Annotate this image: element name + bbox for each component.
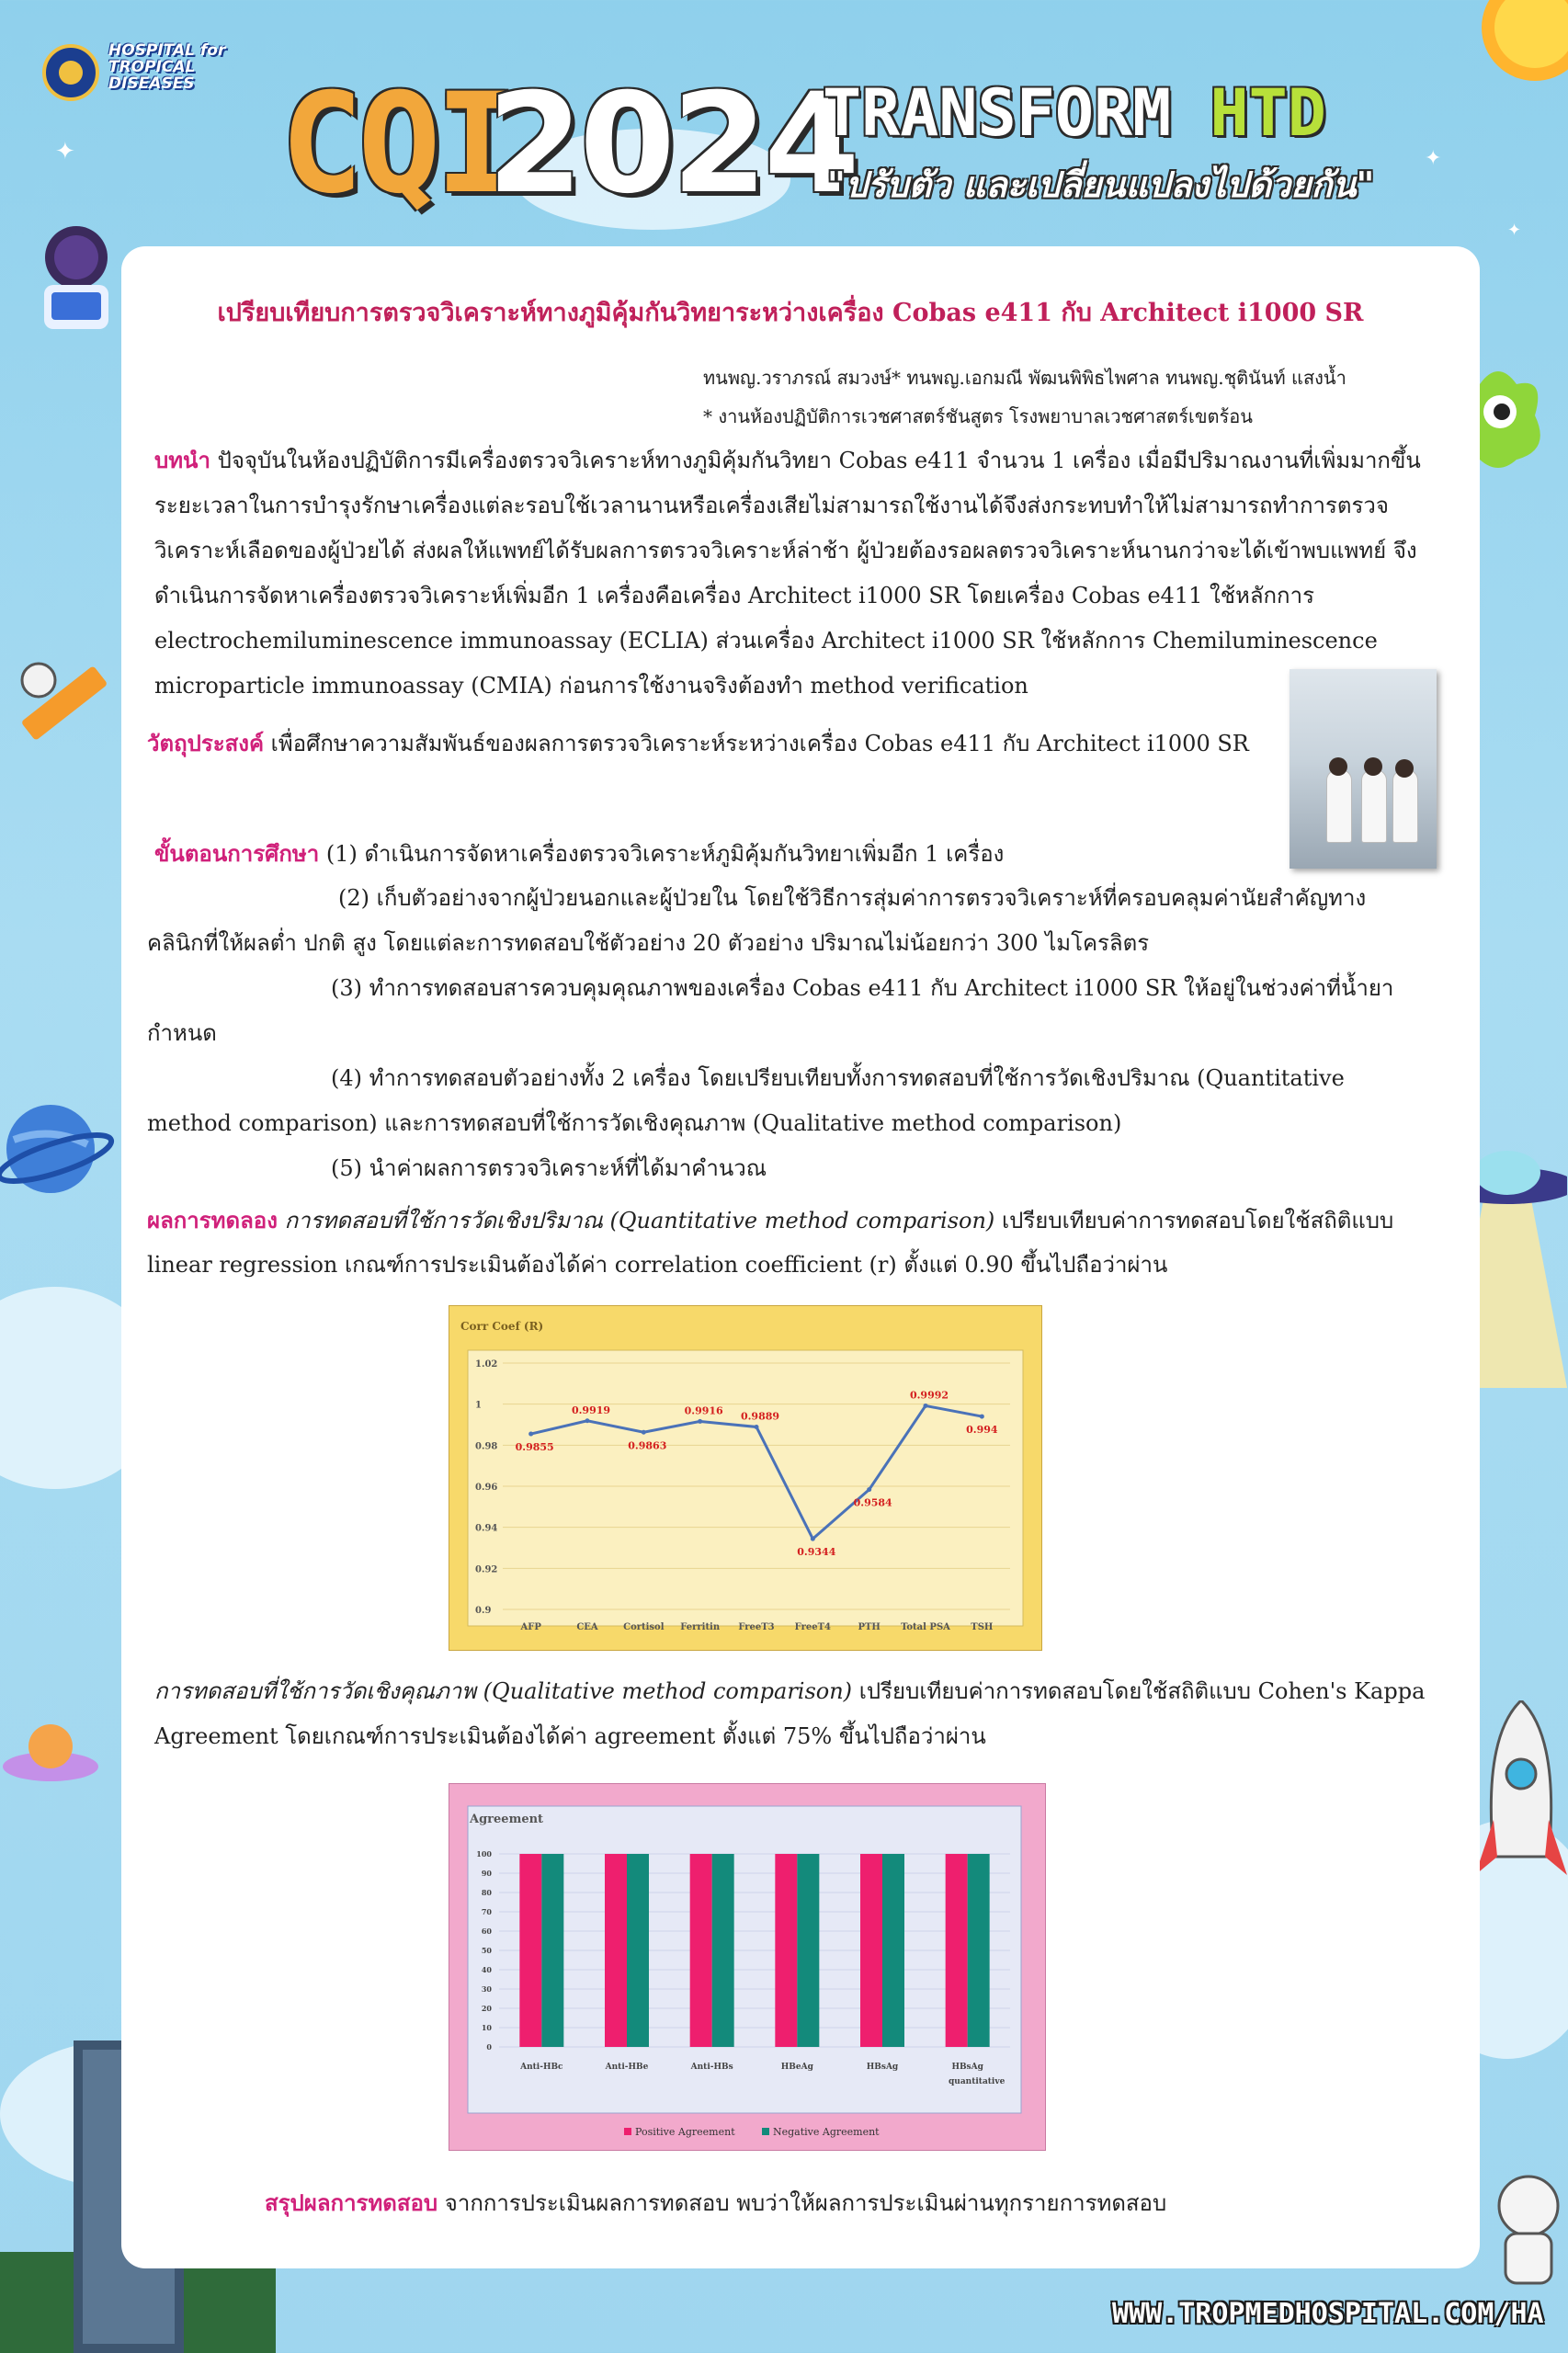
planet-icon: [0, 1085, 119, 1213]
hospital-logo-text: HOSPITAL for TROPICAL DISEASES: [108, 41, 226, 93]
rocket-pencil-icon: [0, 643, 119, 763]
y-tick-label: 30: [481, 1984, 492, 1994]
title-slogan: "ปรับตัว และเปลี่ยนแปลงไปด้วยกัน": [827, 165, 1375, 205]
bar-positive: [775, 1854, 797, 2047]
x-tick-label: HBsAg: [866, 2063, 899, 2072]
affiliation: * งานห้องปฏิบัติการเวชศาสตร์ชันสูตร โรงพยาบาลเวชศาสตร์เขตร้อน: [703, 405, 1253, 427]
data-label: 0.9855: [515, 1441, 554, 1454]
legend-swatch: [762, 2128, 769, 2135]
title-transform-word: TRANSFORM: [823, 75, 1172, 151]
star-icon: ✦: [55, 138, 75, 165]
title-year: 2024: [487, 64, 857, 224]
correlation-chart-svg: [449, 1306, 1041, 1650]
objective-label: วัตถุประสงค์: [147, 730, 265, 756]
sun-icon: [1434, 0, 1568, 129]
rocket-icon: [1475, 1700, 1567, 1912]
x-tick-label: Cortisol: [623, 1622, 665, 1632]
introduction: [154, 438, 1426, 709]
data-label: 0.9992: [909, 1389, 949, 1402]
objective: [147, 721, 1287, 767]
methods-step-4b: method comparison) และการทดสอบที่ใช้การวัดเชิงคุณภาพ (Qualitative method comparison): [147, 1110, 1122, 1136]
bar-positive: [519, 1854, 541, 2047]
introduction-label: บทนำ: [154, 447, 210, 473]
x-tick-label: AFP: [520, 1622, 541, 1632]
data-point: [585, 1418, 590, 1423]
methods-step-1-text: (1) ดำเนินการจัดหาเครื่องตรวจวิเคราะห์ภูมิคุ้มกันวิทยาเพิ่มอีก 1 เครื่อง: [325, 841, 1005, 867]
x-tick-label: TSH: [971, 1622, 994, 1632]
conclusion: [265, 2180, 1368, 2226]
x-tick-label: FreeT3: [738, 1622, 775, 1632]
y-tick-label: 80: [481, 1888, 492, 1897]
x-tick-label: Anti-HBe: [605, 2063, 649, 2072]
methods-step-1: [154, 831, 1426, 877]
data-label: 0.994: [966, 1424, 998, 1437]
data-label: 0.9919: [571, 1404, 611, 1416]
results-quantitative: [147, 1198, 1434, 1244]
results-quantitative-label: การทดสอบที่ใช้การวัดเชิงปริมาณ (Quantitative method comparison): [284, 1208, 995, 1233]
data-point: [642, 1430, 646, 1435]
results-quantitative-text-1: เปรียบเทียบค่าการทดสอบโดยใช้สถิติแบบ: [1001, 1208, 1394, 1233]
bar-negative: [797, 1854, 819, 2047]
y-tick-label: 70: [481, 1907, 492, 1916]
objective-text: เพื่อศึกษาความสัมพันธ์ของผลการตรวจวิเคราะห์ระหว่างเครื่อง Cobas e411 กับ Architect i1000 SR: [270, 731, 1249, 756]
results-qualitative-text-1: เปรียบเทียบค่าการทดสอบโดยใช้สถิติแบบ Cohen's Kappa: [858, 1678, 1426, 1704]
y-tick-label: 40: [481, 1965, 492, 1974]
bar-negative: [627, 1854, 649, 2047]
poster-title: เปรียบเทียบการตรวจวิเคราะห์ทางภูมิคุ้มกันวิทยาระหว่างเครื่อง Cobas e411 กับ Architect i1000 SR: [217, 299, 1364, 327]
bar-positive: [860, 1854, 882, 2047]
introduction-text: ปัจจุบันในห้องปฏิบัติการมีเครื่องตรวจวิเคราะห์ทางภูมิคุ้มกันวิทยา Cobas e411 จำนวน 1 เครื่อง เมื่อมีปริมาณงานที่เพิ่มมากขึ้น ระยะเวลาในการบำรุงรักษาเครื่องแต่ละรอบใช้เวลานานหรือเครื่องเสียไม่สามารถใช้งานได้จึงส่งกระทบทำให้ไม่สามารถทำการตรวจวิเคราะห์เลือดของผู้ป่วยได้ ส่งผลให้แพทย์ได้รับผลการตรวจวิเคราะห์ล่าช้า ผู้ป่วยต้องรอผลตรวจวิเคราะห์นานกว่าจะได้เข้าพบแพทย์ จึงดำเนินการจัดหาเครื่องตรวจวิเคราะห์เพิ่มอีก 1 เครื่องคือเครื่อง Architect i1000 SR โดยเครื่อง Cobas e411 ใช้หลักการ electrochemiluminescence immunoassay (ECLIA) ส่วนเครื่อง Architect i1000 SR ใช้หลักการ Chemiluminescence microparticle immunoassay (CMIA) ก่อนการใช้งานจริงต้องทำ method verification: [154, 448, 1421, 699]
y-tick-label: 0.98: [475, 1441, 498, 1452]
hospital-seal-icon: [42, 44, 99, 101]
y-tick-label: 0.92: [475, 1564, 498, 1575]
star-icon: ✦: [1507, 221, 1522, 240]
x-tick-label: CEA: [576, 1622, 598, 1632]
x-tick-label-line-2: quantitative: [949, 2077, 1006, 2086]
methods-step-4a: (4) ทำการทดสอบตัวอย่างทั้ง 2 เครื่อง โดยเปรียบเทียบทั้งการทดสอบที่ใช้การวัดเชิงปริมาณ (Quantitative: [331, 1065, 1345, 1091]
results-label: ผลการทดลอง: [147, 1207, 278, 1233]
methods-step-2b: คลินิกที่ให้ผลต่ำ ปกติ สูง โดยแต่ละการทดสอบใช้ตัวอย่าง 20 ตัวอย่าง ปริมาณไม่น้อยกว่า 300 ไมโครลิตร: [147, 930, 1150, 956]
chart-title: Agreement: [470, 1813, 544, 1826]
agreement-chart-svg: [449, 1784, 1045, 2150]
star-icon: ✦: [1425, 147, 1442, 170]
conclusion-text: จากการประเมินผลการทดสอบ พบว่าให้ผลการประเมินผ่านทุกรายการทดสอบ: [444, 2190, 1167, 2216]
data-point: [924, 1404, 928, 1408]
conclusion-label: สรุปผลการทดสอบ: [265, 2189, 438, 2216]
y-tick-label: 50: [481, 1946, 492, 1955]
chart-title: Corr Coef (R): [460, 1320, 544, 1333]
x-tick-label: HBsAg: [951, 2063, 983, 2072]
results-qualitative: [154, 1669, 1441, 1714]
y-tick-label: 100: [476, 1849, 492, 1859]
methods-label: ขั้นตอนการศึกษา: [154, 840, 320, 867]
data-label: 0.9863: [628, 1439, 667, 1452]
cat-ufo-icon: [0, 1710, 101, 1792]
data-point: [528, 1432, 533, 1437]
correlation-chart: [449, 1305, 1042, 1651]
data-label: 0.9584: [853, 1496, 892, 1509]
astronaut-reading-icon: [26, 221, 127, 340]
methods-step-5: (5) นำค่าผลการตรวจวิเคราะห์ที่ได้มาคำนวณ: [331, 1155, 767, 1181]
y-tick-label: 0: [486, 2042, 492, 2052]
bar-positive: [605, 1854, 627, 2047]
results-qualitative-text-2: Agreement โดยเกณฑ์การประเมินต้องได้ค่า agreement ตั้งแต่ 75% ขึ้นไปถือว่าผ่าน: [154, 1723, 986, 1749]
agreement-chart: [449, 1783, 1046, 2151]
y-tick-label: 60: [481, 1927, 492, 1936]
data-point: [755, 1425, 759, 1429]
hospital-logo: [42, 40, 226, 105]
results-qualitative-label: การทดสอบที่ใช้การวัดเชิงคุณภาพ (Qualitative method comparison): [154, 1678, 853, 1704]
y-tick-label: 10: [481, 2023, 492, 2032]
legend-label: Negative Agreement: [773, 2126, 880, 2138]
footer-url[interactable]: WWW.TROPMEDHOSPITAL.COM/HA: [1112, 2298, 1544, 2330]
data-label: 0.9916: [684, 1404, 723, 1417]
x-tick-label: Anti-HBs: [690, 2063, 733, 2072]
y-tick-label: 20: [481, 2004, 492, 2013]
x-tick-label: Total PSA: [901, 1622, 950, 1632]
data-point: [811, 1537, 815, 1541]
data-point: [698, 1419, 702, 1424]
astronaut-icon: [1489, 2169, 1568, 2289]
x-tick-label: Ferritin: [680, 1622, 721, 1632]
bar-positive: [690, 1854, 712, 2047]
x-tick-label: Anti-HBc: [520, 2063, 563, 2072]
title-htd: HTD: [1210, 75, 1326, 151]
results-quantitative-text-2: linear regression เกณฑ์การประเมินต้องได้ค่า correlation coefficient (r) ตั้งแต่ 0.90 ขึ้นไปถือว่าผ่าน: [147, 1252, 1168, 1278]
x-tick-label: HBeAg: [780, 2063, 813, 2072]
y-tick-label: 90: [481, 1869, 492, 1878]
methods-step-2a: (2) เก็บตัวอย่างจากผู้ป่วยนอกและผู้ป่วยใน โดยใช้วิธีการสุ่มค่าการตรวจวิเคราะห์ที่ครอบคลุมค่านัยสำคัญทาง: [338, 885, 1367, 911]
data-point: [867, 1487, 871, 1492]
x-tick-label: PTH: [858, 1622, 881, 1632]
y-tick-label: 0.96: [475, 1483, 498, 1493]
bar-negative: [882, 1854, 904, 2047]
y-tick-label: 1: [475, 1400, 482, 1411]
methods-step-3b: กำหนด: [147, 1020, 217, 1046]
x-tick-label: FreeT4: [794, 1622, 831, 1632]
y-tick-label: 0.94: [475, 1523, 498, 1534]
y-tick-label: 0.9: [475, 1606, 492, 1616]
title-transform: [823, 75, 1326, 151]
bar-negative: [968, 1854, 990, 2047]
bar-positive: [946, 1854, 968, 2047]
authors: ทนพญ.วราภรณ์ สมวงษ์* ทนพญ.เอกมณี พัฒนพิพิธไพศาล ทนพญ.ชุตินันท์ แสงน้ำ: [703, 367, 1346, 389]
title-cqi: CQI: [280, 64, 513, 224]
bar-negative: [541, 1854, 563, 2047]
legend-label: Positive Agreement: [635, 2126, 735, 2138]
methods-step-3a: (3) ทำการทดสอบสารควบคุมคุณภาพของเครื่อง Cobas e411 กับ Architect i1000 SR ให้อยู่ในช่วงค่าที่น้ำยา: [331, 975, 1394, 1001]
data-point: [980, 1415, 984, 1419]
y-tick-label: 1.02: [475, 1359, 498, 1370]
bar-negative: [712, 1854, 734, 2047]
data-label: 0.9344: [797, 1546, 836, 1559]
legend-swatch: [624, 2128, 631, 2135]
data-label: 0.9889: [740, 1410, 780, 1423]
